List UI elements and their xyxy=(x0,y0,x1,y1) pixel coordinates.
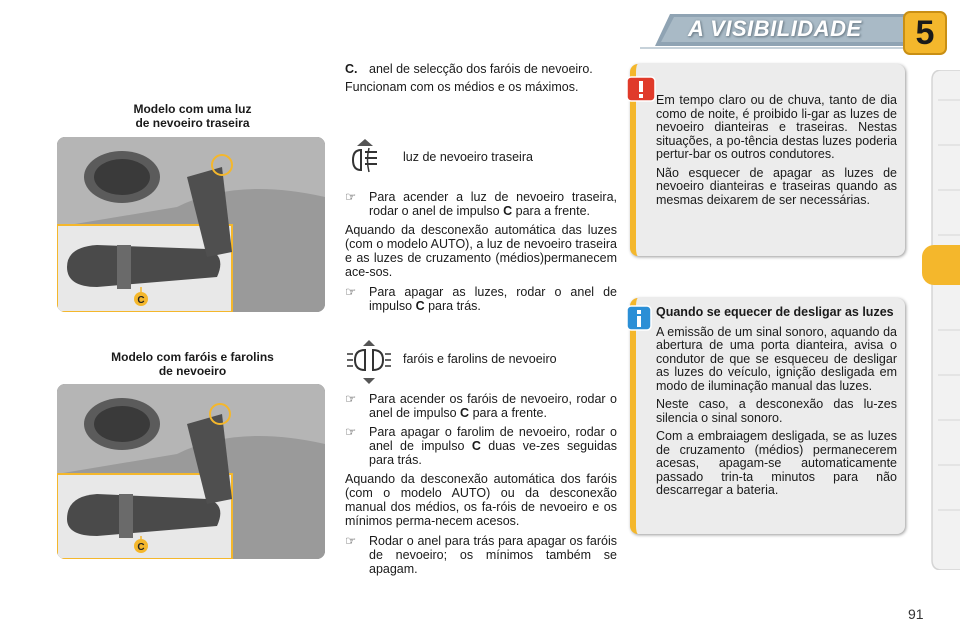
rear-fog-legend: luz de nevoeiro traseira xyxy=(345,138,617,178)
info-paragraph: Com a embraiagem desligada, se as luzes de cruzamento (médios) permanecerem acesas, apagam-se automaticamente passado trin-ta minutos para não descarregar a bateria. xyxy=(656,429,897,497)
info-paragraph: Neste caso, a desconexão das lu-zes silencia o sinal sonoro. xyxy=(656,397,897,425)
rear-fog-light-icon xyxy=(345,138,385,178)
caption-rear-fog: Modelo com uma luz de nevoeiro traseira xyxy=(133,102,252,130)
front-fog-light-icon xyxy=(345,340,393,384)
info-title: Quando se equecer de desligar as luzes xyxy=(656,305,894,319)
chapter-number: 5 xyxy=(915,14,935,52)
ring-c-label: C xyxy=(137,542,145,553)
chapter-tabs xyxy=(928,70,960,570)
warning-icon xyxy=(626,76,656,102)
front-fog-legend: faróis e farolins de nevoeiro xyxy=(345,340,617,380)
photo-front-fog-stalk xyxy=(57,384,325,559)
caption-front-fog: Modelo com faróis e farolins de nevoeiro xyxy=(111,350,274,378)
warning-box xyxy=(630,64,905,256)
ring-c-description: C. anel de selecção dos faróis de nevoeiro. Funcionam com os médios e os máximos. xyxy=(345,62,593,94)
rear-fog-instructions: ☞ Para acender a luz de nevoeiro traseira, rodar o anel de impulso C para a frente. Aquando da desconexão automática das luzes (com o modelo AUTO), a luz de nevoeiro traseira e as luzes de cruzamento (médios)permanecem ace-sos. ☞ Para apagar as luzes, rodar o anel de impulso C para trás. xyxy=(345,190,617,313)
info-paragraph: A emissão de um sinal sonoro, aquando da abertura de uma porta dianteira, avisa o condutor de que se esqueceu de desligar as luzes do veículo, ignição desligada em modo de iluminação manual das luzes. xyxy=(656,324,897,393)
photo-rear-fog-stalk xyxy=(57,137,325,312)
warning-paragraph: Não esquecer de apagar as luzes de nevoeiro dianteiras e traseiras quando as mesmas deixarem de ser necessárias. xyxy=(656,165,897,207)
info-icon xyxy=(626,305,652,331)
page-number: 91 xyxy=(908,606,924,622)
warning-paragraph: Em tempo claro ou de chuva, tanto de dia como de noite, é proibido li-gar as luzes de nevoeiro dianteiras e traseiras. Nestas situações, a po-tência destas luzes poderia pertur-bar os outros condutores. xyxy=(656,93,897,161)
active-chapter-tab[interactable] xyxy=(922,245,960,285)
page-title: A VISIBILIDADE xyxy=(688,16,862,41)
info-box xyxy=(630,298,905,534)
front-fog-instructions: ☞ Para acender os faróis de nevoeiro, rodar o anel de impulso C para a frente. ☞ Para apagar o farolim de nevoeiro, rodar o anel de impulso C duas ve-zes seguidas para trás. Aquando da desconexão automática dos faróis (com o modelo AUTO) ou da desconexão manual dos médios, os fa-róis de nevoeiro e os mínimos perma-necem acesos. ☞ Rodar o anel para trás para apagar os faróis de nevoeiro; os mínimos também se apagam. xyxy=(345,392,617,576)
ring-c-label: C xyxy=(137,295,145,306)
